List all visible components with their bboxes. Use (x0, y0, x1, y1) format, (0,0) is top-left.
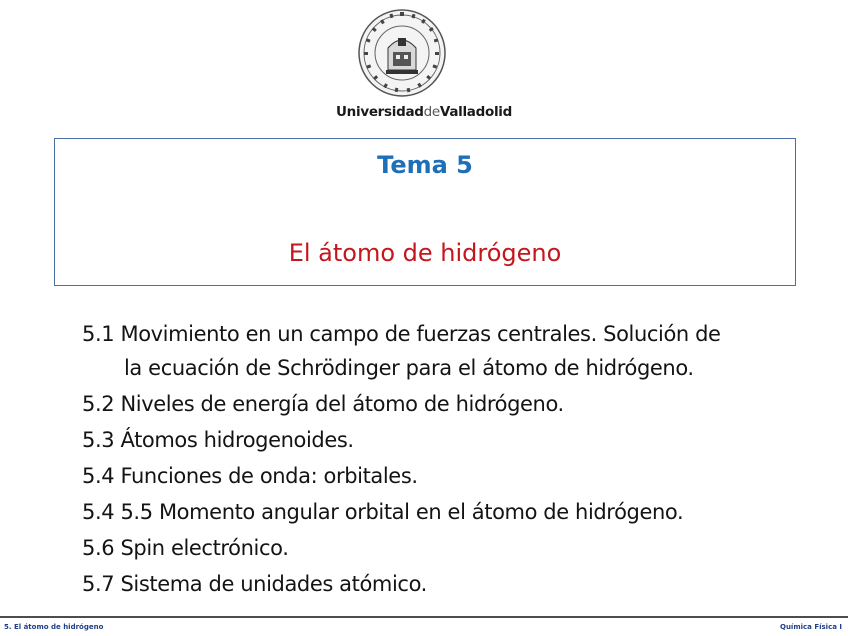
university-name-part3: Valladolid (439, 104, 512, 120)
contents-list (82, 316, 822, 602)
university-name-part1: Universidad (336, 104, 424, 120)
topic-title: El átomo de hidrógeno (288, 239, 562, 267)
contents-item (82, 422, 822, 458)
contents-item (82, 316, 822, 386)
contents-item-label: 5.1 Movimiento en un campo de fuerzas centrales. Solución de (82, 322, 721, 346)
university-name (0, 104, 848, 120)
topic-number: Tema 5 (377, 151, 473, 179)
contents-item-label: 5.3 Átomos hidrogenoides. (82, 428, 354, 452)
contents-item-label: 5.4 Funciones de onda: orbitales. (82, 464, 418, 488)
title-box (54, 138, 796, 286)
contents-item (82, 386, 822, 422)
contents-item-label: 5.4 5.5 Momento angular orbital en el átomo de hidrógeno. (82, 500, 684, 524)
university-seal-logo (356, 8, 448, 98)
contents-item (82, 566, 822, 602)
seal-icon (356, 8, 448, 98)
footer-divider (0, 616, 848, 618)
contents-item-label: 5.6 Spin electrónico. (82, 536, 289, 560)
footer-topic: 5. El átomo de hidrógeno (4, 623, 104, 631)
contents-item (82, 494, 822, 530)
contents-item-label: 5.2 Niveles de energía del átomo de hidrógeno. (82, 392, 564, 416)
contents-item-continuation: la ecuación de Schrödinger para el átomo de hidrógeno. (124, 356, 694, 380)
footer-course: Química Física I (780, 623, 842, 631)
contents-item (82, 530, 822, 566)
university-name-part2: de (423, 104, 440, 120)
contents-item-label: 5.7 Sistema de unidades atómico. (82, 572, 427, 596)
contents-item (82, 458, 822, 494)
